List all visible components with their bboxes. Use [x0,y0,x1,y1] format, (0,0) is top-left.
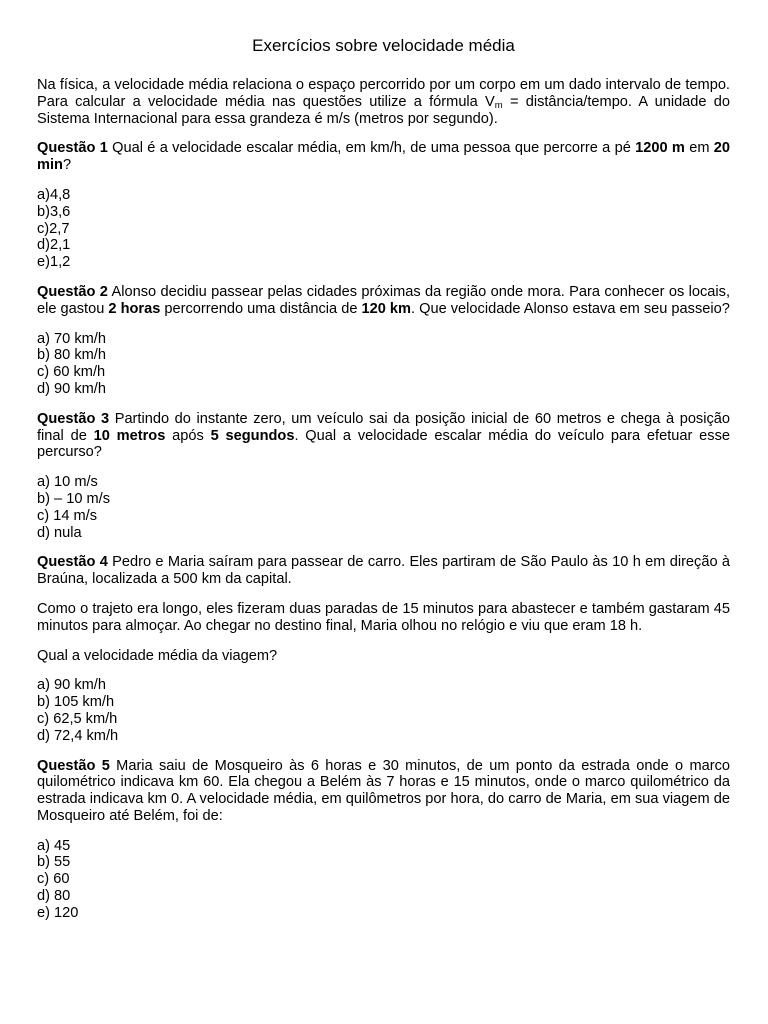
question-4-options [37,677,730,744]
document-page [37,36,730,935]
page-title: Exercícios sobre velocidade média [252,36,515,55]
question-1-body: ? [62,157,72,174]
option-item: a) 10 m/s [37,474,98,491]
option-item: c) 60 km/h [37,364,106,381]
option-item: c) 60 [37,871,70,888]
question-3-body: após [165,427,211,444]
option-item: a)4,8 [37,186,71,203]
question-5-options [37,838,730,922]
question-1-body: Qual é a velocidade escalar média, em km/h, de uma pessoa que percorre a pé [107,140,636,157]
option-item: a) 45 [37,837,71,854]
question-3-body: Partindo do instante zero, um veículo sai da posição inicial de 60 metros e chega à posição final de [37,410,731,444]
formula-subscript: m [494,99,503,111]
question-2-body: percorrendo uma distância de [160,300,362,317]
question-1-text [37,140,730,174]
option-item: c) 14 m/s [37,507,98,524]
question-3-time: 5 segundos [210,427,295,444]
question-1-body: em [684,140,714,157]
question-4-paragraph-3: Qual a velocidade média da viagem? [37,647,278,664]
question-3-label: Questão 3 [37,410,110,427]
option-item: b) 80 km/h [37,347,106,364]
question-4-paragraph-2: Como o trajeto era longo, eles fizeram duas paradas de 15 minutos para abastecer e também gastaram 45 minutos para almoçar. Ao chegar no destino final, Maria olhou no relógio e viu que eram 18 h. [37,600,730,634]
question-2-text [37,284,730,318]
option-item: a) 90 km/h [37,677,106,694]
option-item: a) 70 km/h [37,330,106,347]
question-4-label: Questão 4 [37,554,108,571]
question-3-options [37,474,730,541]
question-3-body: . Qual a velocidade escalar média do veículo para efetuar esse percurso? [37,427,730,461]
question-5-text [37,758,730,825]
question-1-label: Questão 1 [37,140,108,157]
option-item: b) 105 km/h [37,694,115,711]
question-2-distance: 120 km [361,300,412,317]
question-3-text [37,411,730,461]
intro-text-end: = distância/tempo. A unidade do Sistema Internacional para essa grandeza é m/s (metros por segundo). [37,93,731,127]
question-2-body: . Que velocidade Alonso estava em seu passeio? [411,300,730,317]
question-1-distance: 1200 m [635,140,685,157]
question-2-options [37,331,730,398]
question-3-position: 10 metros [93,427,166,444]
option-item: d)2,1 [37,237,71,254]
question-5-label: Questão 5 [37,757,110,774]
question-4-body: Pedro e Maria saíram para passear de carro. Eles partiram de São Paulo às 10 h em direção à Braúna, localizada a 500 km da capital. [37,554,731,588]
intro-paragraph [37,77,730,127]
option-item: c)2,7 [37,220,70,237]
option-item: c) 62,5 km/h [37,710,118,727]
option-item: b)3,6 [37,203,71,220]
question-4-text [37,554,730,588]
option-item: b) 55 [37,854,71,871]
option-item: e) 120 [37,904,79,921]
question-2-time: 2 horas [108,300,161,317]
question-2-body: Alonso decidiu passear pelas cidades próximas da região onde mora. Para conhecer os locais, ele gastou [37,283,730,317]
intro-text: Na física, a velocidade média relaciona o espaço percorrido por um corpo em um dado intervalo de tempo. Para calcular a velocidade média nas questões utilize a fórmula V [37,77,730,110]
option-item: d) 72,4 km/h [37,727,119,744]
question-2-label: Questão 2 [37,283,108,300]
question-5-body: Maria saiu de Mosqueiro às 6 horas e 30 minutos, de um ponto da estrada onde o marco quilométrico indicava km 60. Ela chegou a Belém às 7 horas e 15 minutos, onde o marco quilométrico da estrada indicava km 0. A velocidade média, em quilômetros por hora, do carro de Maria, em sua viagem de Mosqueiro até Belém, foi de: [37,757,731,824]
option-item: b) – 10 m/s [37,490,110,507]
option-item: d) 80 [37,888,71,905]
option-item: e)1,2 [37,254,71,271]
option-item: d) nula [37,524,82,541]
option-item: d) 90 km/h [37,380,106,397]
question-1-options [37,187,730,271]
question-1-time: 20 min [37,140,731,174]
